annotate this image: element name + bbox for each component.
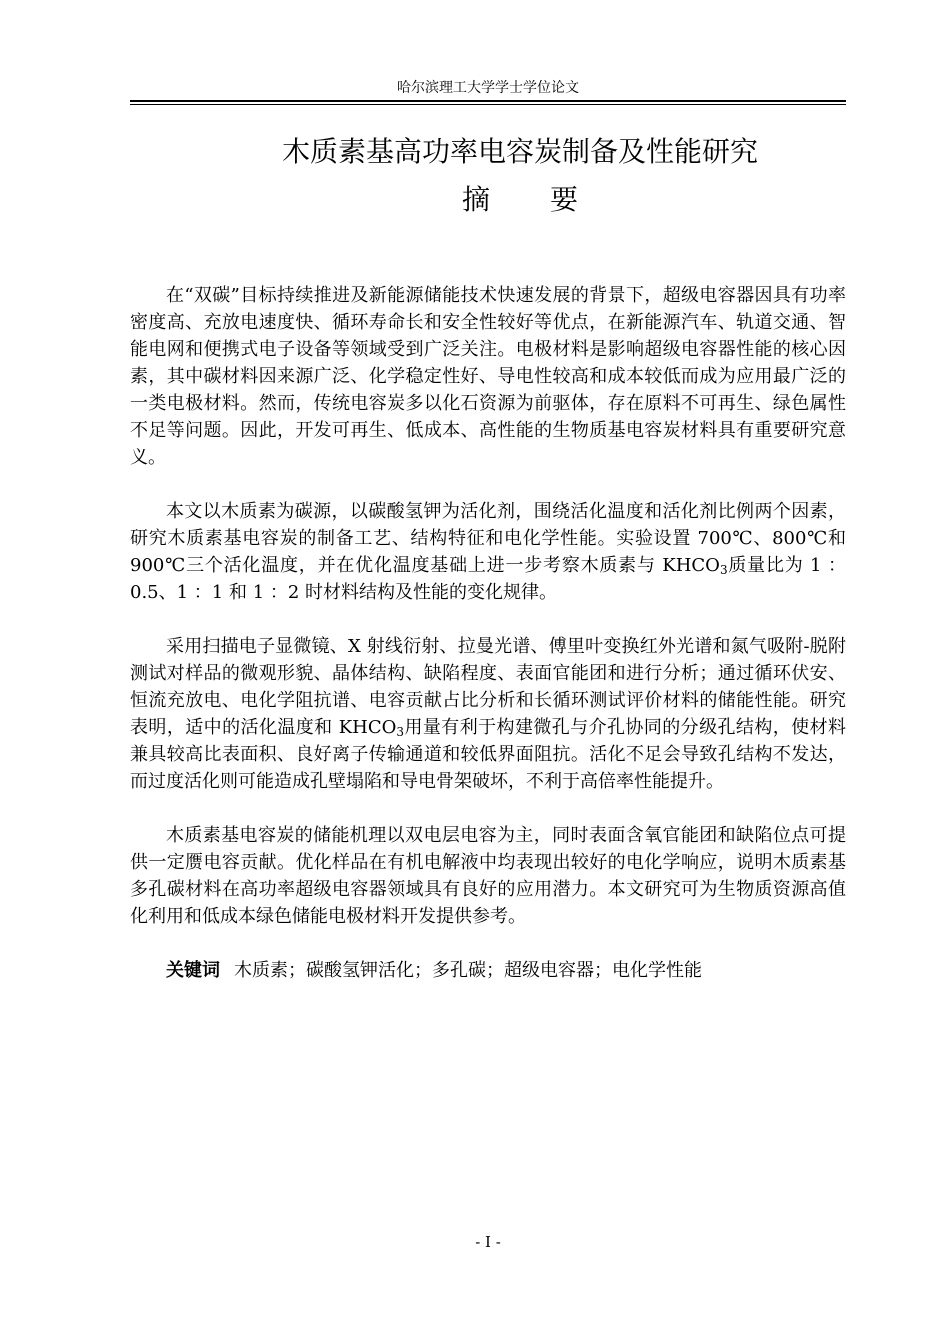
abstract-body (130, 282, 846, 1011)
keywords-line (130, 957, 846, 984)
running-header: 哈尔滨理工大学学士学位论文 (397, 80, 579, 96)
paragraph-3 (130, 633, 846, 795)
paragraph-2-part-b: 质量比为 1 ：0.5、1 ：1 和 1 ：2 时材料结构及性能的变化规律。 (130, 555, 846, 603)
paragraph-2 (130, 498, 846, 606)
paragraph-2-subscript: 3 (719, 563, 728, 577)
paragraph-4: 木质素基电容炭的储能机理以双电层电容为主，同时表面含氧官能团和缺陷位点可提供一定赝电容贡献。优化样品在有机电解液中均表现出较好的电化学响应，说明木质素基多孔碳材料在高功率超级电容器领域具有良好的应用潜力。本文研究可为生物质资源高值化利用和低成本绿色储能电极材料开发提供参考。 (130, 825, 846, 927)
page-number: - I - (475, 1233, 501, 1251)
keywords-text: 木质素；碳酸氢钾活化；多孔碳；超级电容器；电化学性能 (234, 960, 702, 981)
keywords-label: 关键词 (166, 960, 220, 981)
abstract-heading: 摘要 (461, 183, 638, 216)
thesis-title: 木质素基高功率电容炭制备及性能研究 (281, 135, 758, 168)
header-rule-thick (130, 100, 846, 102)
header-rule-thin (130, 104, 846, 105)
paragraph-3-part-b: 用量有利于构建微孔与介孔协同的分级孔结构，使材料兼具较高比表面积、良好离子传输通道和较低界面阻抗。活化不足会导致孔结构不发达，而过度活化则可能造成孔壁塌陷和导电骨架破坏，不利于高倍率性能提升。 (130, 717, 846, 792)
paragraph-1: 在“双碳”目标持续推进及新能源储能技术快速发展的背景下，超级电容器因具有功率密度高、充放电速度快、循环寿命长和安全性较好等优点，在新能源汽车、轨道交通、智能电网和便携式电子设备等领域受到广泛关注。电极材料是影响超级电容器性能的核心因素，其中碳材料因来源广泛、化学稳定性好、导电性较高和成本较低而成为应用最广泛的一类电极材料。然而，传统电容炭多以化石资源为前驱体，存在原料不可再生、绿色属性不足等问题。因此，开发可再生、低成本、高性能的生物质基电容炭材料具有重要研究意义。 (130, 285, 846, 468)
paragraph-2-part-a: 本文以木质素为碳源，以碳酸氢钾为活化剂，围绕活化温度和活化剂比例两个因素，研究木质素基电容炭的制备工艺、结构特征和电化学性能。实验设置 700℃、800℃和 900℃三个活化温度，并在优化温度基础上进一步考察木质素与 KHCO (130, 501, 846, 576)
paragraph-3-subscript: 3 (396, 725, 405, 739)
paragraph-3-part-a: 采用扫描电子显微镜、X 射线衍射、拉曼光谱、傅里叶变换红外光谱和氮气吸附-脱附测试对样品的微观形貌、晶体结构、缺陷程度、表面官能团和进行分析；通过循环伏安、恒流充放电、电化学阻抗谱、电容贡献占比分析和长循环测试评价材料的储能性能。研究表明，适中的活化温度和 KHCO (130, 636, 846, 738)
